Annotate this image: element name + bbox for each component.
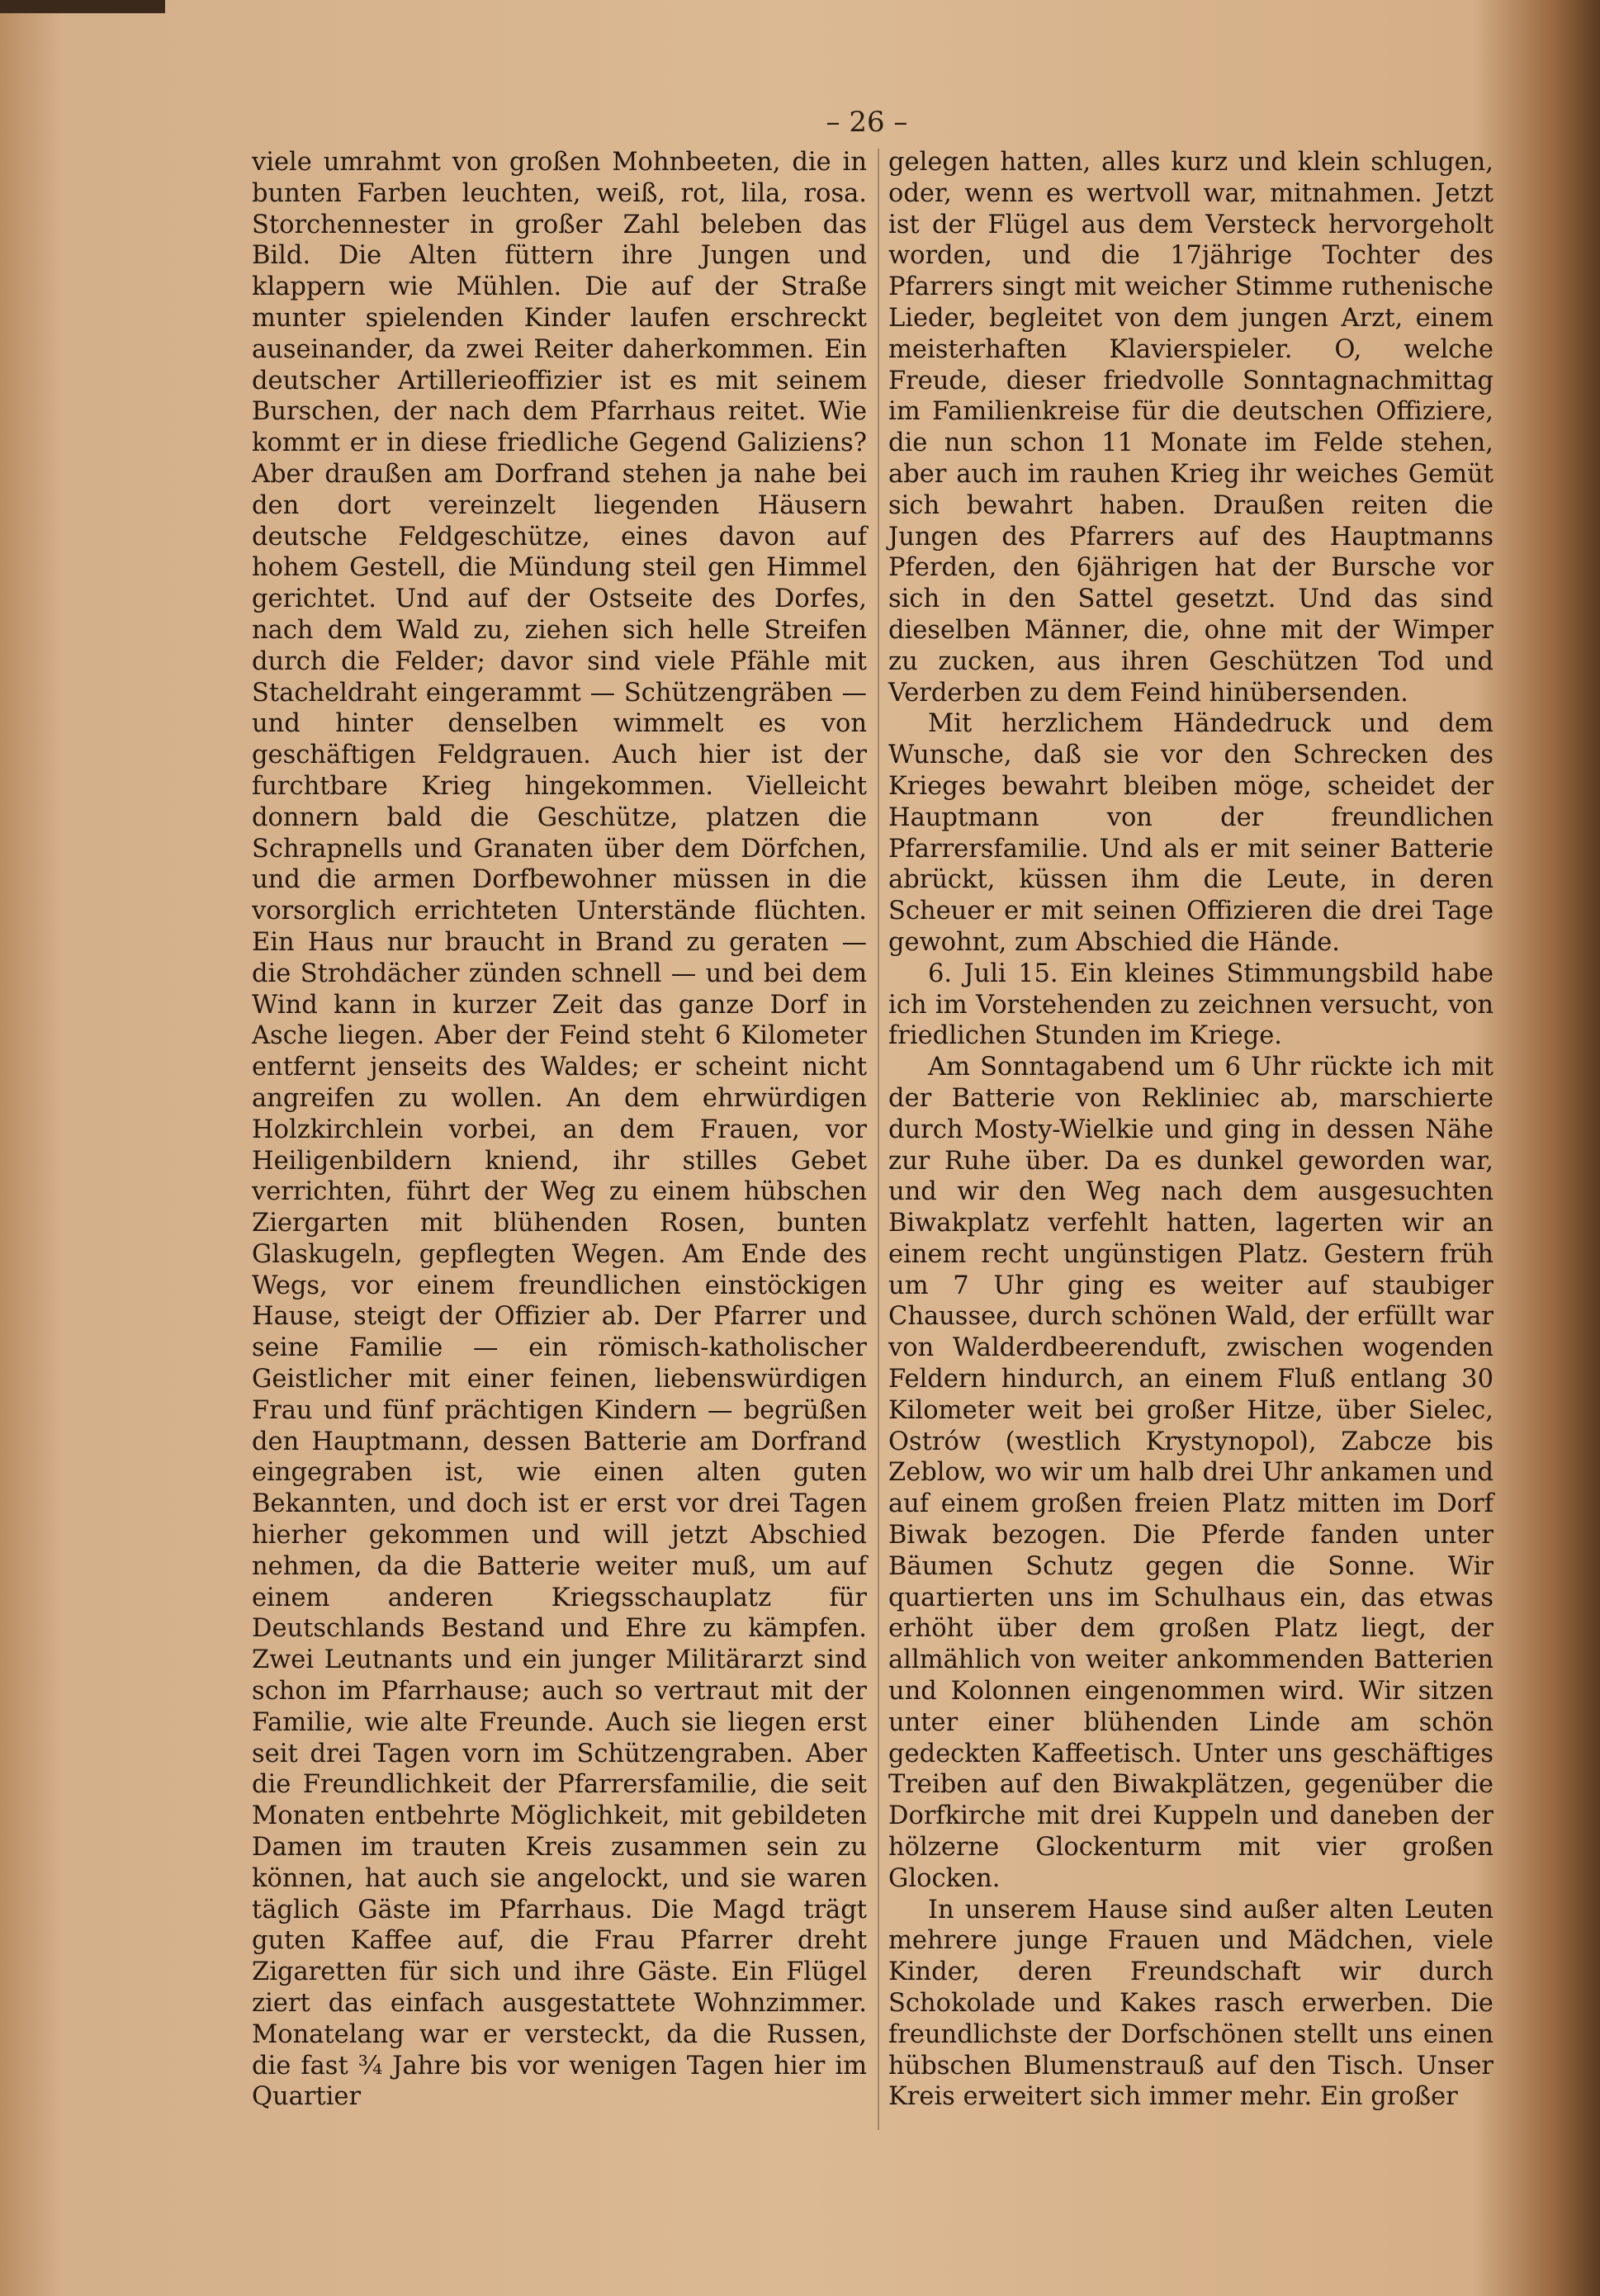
left-paragraph-1: viele umrahmt von großen Mohnbeeten, die in bunten Farben leuchten, weiß, rot, lila, rosa. Storchennester in großer Zahl beleben das Bild. Die Alten füttern ihre Jungen und klappern wie Mühlen. Die auf der Straße munter spielenden Kinder laufen erschreckt auseinander, da zwei Reiter daherkommen. Ein deutscher Artillerieoffizier ist es mit seinem Burschen, der nach dem Pfarrhaus reitet. Wie kommt er in diese friedliche Gegend Galiziens? Aber draußen am Dorfrand stehen ja nahe bei den dort vereinzelt liegenden Häusern deutsche Feldgeschütze, eines davon auf hohem Gestell, die Mündung steil gen Himmel gerichtet. Und auf der Ostseite des Dorfes, nach dem Wald zu, ziehen sich helle Streifen durch die Felder; davor sind viele Pfähle mit Stacheldraht eingerammt — Schützengräben — und hinter denselben wimmelt es von geschäftigen Feldgrauen. Auch hier ist der furchtbare Krieg hingekommen. Vielleicht donnern bald die Geschütze, platzen die Schrapnells und Granaten über dem Dörfchen, und die armen Dorfbewohner müssen in die vorsorglich errichteten Unterstände flüchten. Ein Haus nur braucht in Brand zu geraten — die Strohdächer zünden schnell — und bei dem Wind kann in kurzer Zeit das ganze Dorf in Asche liegen. Aber der Feind steht 6 Kilometer entfernt jenseits des Waldes; er scheint nicht angreifen zu wollen. An dem ehrwürdigen Holzkirchlein vorbei, an dem Frauen, vor Heiligenbildern kniend, ihr stilles Gebet verrichten, führt der Weg zu einem hübschen Ziergarten mit blühenden Rosen, bunten Glaskugeln, gepflegten Wegen. Am Ende des Wegs, vor einem freundlichen einstöckigen Hause, steigt der Offizier ab. Der Pfarrer und seine Familie — ein römisch-katholischer Geistlicher mit einer feinen, liebenswürdigen Frau und fünf prächtigen Kindern — begrüßen den Hauptmann, dessen Batterie am Dorfrand eingegraben ist, wie einen alten guten Bekannten, und doch ist er erst vor drei Tagen hierher gekommen und will jetzt Abschied nehmen, da die Batterie weiter muß, um auf einem anderen Kriegsschauplatz für Deutschlands Bestand und Ehre zu kämpfen. Zwei Leutnants und ein junger Militärarzt sind schon im Pfarrhause; auch so vertraut mit der Familie, wie alte Freunde. Auch sie liegen erst seit drei Tagen vorn im Schützengraben. Aber die Freundlichkeit der Pfarrersfamilie, die seit Monaten entbehrte Möglichkeit, mit gebildeten Damen im trauten Kreis zusammen sein zu können, hat auch sie angelockt, und sie waren täglich Gäste im Pfarrhaus. Die Magd trägt guten Kaffee auf, die Frau Pfarrer dreht Zigaretten für sich und ihre Gäste. Ein Flügel ziert das einfach ausgestattete Wohnzimmer. Monatelang war er versteckt, da die Russen, die fast ¾ Jahre bis vor wenigen Tagen hier im Quartier xyxy=(252,148,867,2112)
right-paragraph-5: In unserem Hause sind außer alten Leuten mehrere junge Frauen und Mädchen, viele Kinder, deren Freundschaft wir durch Schokolade und Kakes rasch erwerben. Die freundlichste der Dorfschönen stellt uns einen hübschen Blumenstrauß auf den Tisch. Unser Kreis erweitert sich immer mehr. Ein großer xyxy=(888,1895,1493,2112)
binding-edge xyxy=(0,0,165,13)
right-paragraph-2: Mit herzlichem Händedruck und dem Wunsche, daß sie vor den Schrecken des Krieges bewahrt bleiben möge, scheidet der Hauptmann von der freundlichen Pfarrersfamilie. Und als er mit seiner Batterie abrückt, küssen ihm die Leute, in deren Scheuer er mit seinen Offizieren die drei Tage gewohnt, zum Abschied die Hände. xyxy=(888,709,1493,957)
right-paragraph-1: gelegen hatten, alles kurz und klein schlugen, oder, wenn es wertvoll war, mitnahmen. Jetzt ist der Flügel aus dem Versteck hervorgeholt worden, und die 17jährige Tochter des Pfarrers singt mit weicher Stimme ruthenische Lieder, begleitet von dem jungen Arzt, einem meisterhaften Klavierspieler. O, welche Freude, dieser friedvolle Sonntagnachmittag im Familienkreise für die deutschen Offiziere, die nun schon 11 Monate im Felde stehen, aber auch im rauhen Krieg ihr weiches Gemüt sich bewahrt haben. Draußen reiten die Jungen des Pfarrers auf des Hauptmanns Pferden, den 6jährigen hat der Bursche vor sich in den Sattel gesetzt. Und das sind dieselben Männer, die, ohne mit der Wimper zu zucken, aus ihren Geschützen Tod und Verderben zu dem Feind hinübersenden. xyxy=(888,148,1493,708)
left-column xyxy=(252,147,867,2113)
column-divider xyxy=(878,149,879,2130)
right-paragraph-3: 6. Juli 15. Ein kleines Stimmungsbild habe ich im Vorstehenden zu zeichnen versucht, von friedlichen Stunden im Kriege. xyxy=(888,959,1493,1051)
page-number: – 26 – xyxy=(826,106,908,139)
right-paragraph-4: Am Sonntagabend um 6 Uhr rückte ich mit der Batterie von Rekliniec ab, marschierte durch Mosty-Wielkie und ging in dessen Nähe zur Ruhe über. Da es dunkel geworden war, und wir den Weg nach dem ausgesuchten Biwakplatz verfehlt hatten, lagerten wir an einem recht ungünstigen Platz. Gestern früh um 7 Uhr ging es weiter auf staubiger Chaussee, durch schönen Wald, der erfüllt war von Walderdbeerenduft, zwischen wogenden Feldern hindurch, an einem Fluß entlang 30 Kilometer weit bei großer Hitze, über Sielec, Ostrów (westlich Krystynopol), Zabcze bis Zeblow, wo wir um halb drei Uhr ankamen und auf einem großen freien Platz mitten im Dorf Biwak bezogen. Die Pferde fanden unter Bäumen Schutz gegen die Sonne. Wir quartierten uns im Schulhaus ein, das etwas erhöht über dem großen Platz liegt, der allmählich von weiter ankommenden Batterien und Kolonnen eingenommen wird. Wir sitzen unter einer blühenden Linde am schön gedeckten Kaffeetisch. Unter uns geschäftiges Treiben auf den Biwakplätzen, gegenüber die Dorfkirche mit drei Kuppeln und daneben der hölzerne Glockenturm mit vier großen Glocken. xyxy=(888,1053,1493,1893)
right-column xyxy=(888,147,1493,2113)
